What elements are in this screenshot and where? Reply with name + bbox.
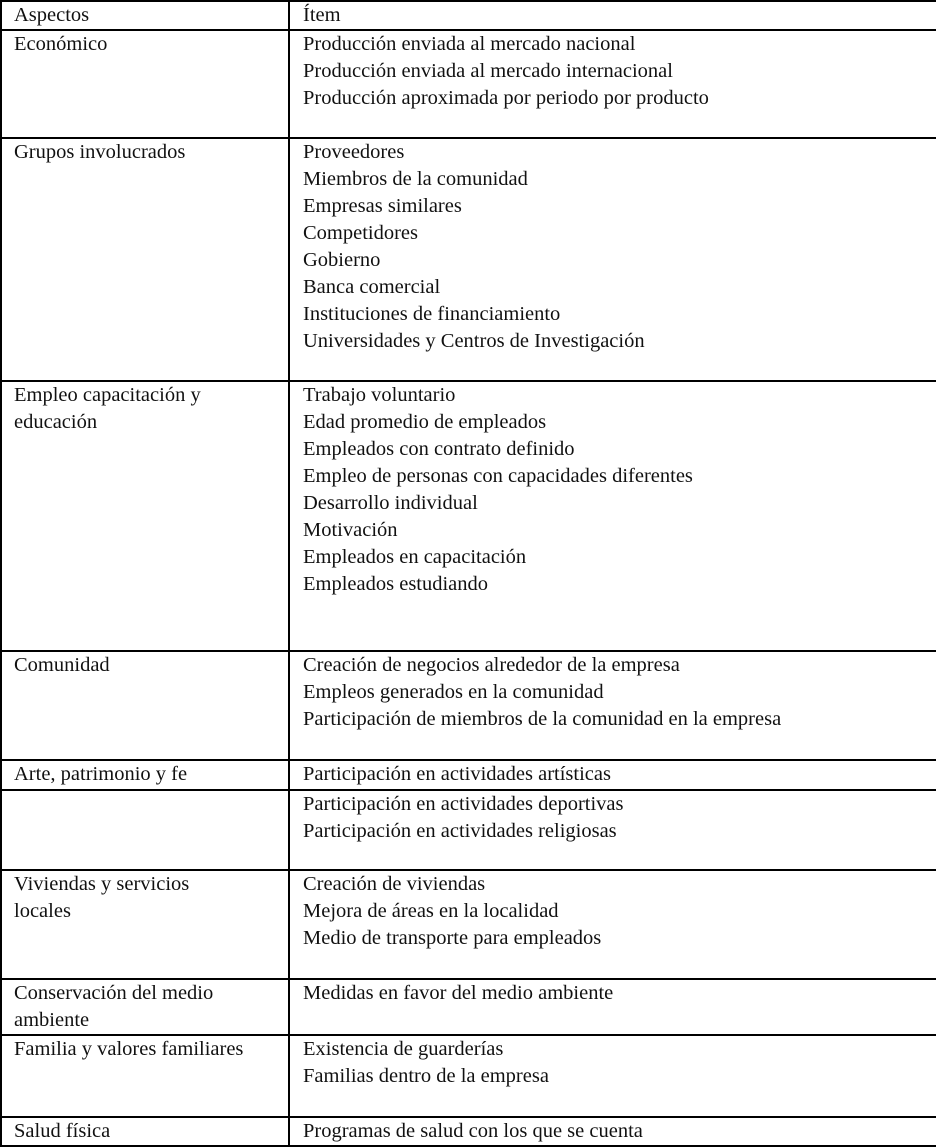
- item-text: Motivación: [303, 519, 398, 541]
- aspect-cell: [1, 138, 289, 381]
- item-text: Creación de viviendas: [303, 873, 486, 895]
- table-row: [1, 1035, 936, 1117]
- item-text: Programas de salud con los que se cuenta: [303, 1120, 643, 1142]
- item-text: Empleos generados en la comunidad: [303, 681, 604, 703]
- item-text: Creación de negocios alrededor de la empresa: [303, 654, 680, 676]
- item-text: Empleados en capacitación: [303, 546, 527, 568]
- item-text: Participación en actividades religiosas: [303, 820, 617, 842]
- aspect-label: Grupos involucrados: [14, 141, 186, 163]
- table-row: [1, 651, 936, 760]
- aspect-label: Económico: [14, 33, 108, 55]
- aspect-label: Comunidad: [14, 654, 110, 676]
- item-text: Proveedores: [303, 141, 405, 163]
- items-cell: [289, 381, 936, 651]
- aspect-label: ambiente: [14, 1009, 90, 1031]
- item-text: Banca comercial: [303, 276, 441, 298]
- item-text: Desarrollo individual: [303, 492, 478, 514]
- aspect-label: Familia y valores familiares: [14, 1038, 244, 1060]
- items-cell: [289, 138, 936, 381]
- item-text: Empresas similares: [303, 195, 462, 217]
- aspect-cell: [1, 979, 289, 1035]
- items-cell: [289, 1035, 936, 1117]
- aspect-cell-empty: [1, 790, 289, 870]
- item-text: Competidores: [303, 222, 419, 244]
- aspect-label: Viviendas y servicios: [14, 873, 190, 895]
- item-text: Empleo de personas con capacidades diferentes: [303, 465, 693, 487]
- items-cell: [289, 979, 936, 1035]
- items-cell: [289, 870, 936, 979]
- items-cell: [289, 790, 936, 870]
- item-text: Empleados estudiando: [303, 573, 489, 595]
- item-text: Instituciones de financiamiento: [303, 303, 561, 325]
- item-text: Producción aproximada por periodo por producto: [303, 87, 709, 109]
- aspect-cell: [1, 760, 289, 790]
- aspect-label: Empleo capacitación y: [14, 384, 201, 406]
- items-cell: [289, 1117, 936, 1146]
- aspect-label: educación: [14, 411, 98, 433]
- table-row: [1, 760, 936, 790]
- item-text: Empleados con contrato definido: [303, 438, 575, 460]
- item-text: Medidas en favor del medio ambiente: [303, 982, 614, 1004]
- header-label: Aspectos: [14, 4, 90, 26]
- table-header-row: [1, 1, 936, 30]
- item-text: Medio de transporte para empleados: [303, 927, 602, 949]
- item-text: Familias dentro de la empresa: [303, 1065, 549, 1087]
- table-row-continuation: [1, 790, 936, 870]
- aspect-cell: [1, 1035, 289, 1117]
- table-row: [1, 979, 936, 1035]
- table-row: [1, 381, 936, 651]
- item-text: Trabajo voluntario: [303, 384, 456, 406]
- header-aspectos: [1, 1, 289, 30]
- table-row: [1, 870, 936, 979]
- items-cell: [289, 760, 936, 790]
- header-item: [289, 1, 936, 30]
- item-text: Miembros de la comunidad: [303, 168, 528, 190]
- aspect-label: Conservación del medio: [14, 982, 214, 1004]
- aspect-cell: [1, 870, 289, 979]
- item-text: Producción enviada al mercado internacional: [303, 60, 673, 82]
- item-text: Universidades y Centros de Investigación: [303, 330, 645, 352]
- item-text: Participación en actividades deportivas: [303, 793, 624, 815]
- table-row: [1, 138, 936, 381]
- item-text: Mejora de áreas en la localidad: [303, 900, 559, 922]
- aspect-cell: [1, 651, 289, 760]
- aspect-cell: [1, 381, 289, 651]
- table-row: [1, 30, 936, 138]
- items-cell: [289, 30, 936, 138]
- item-text: Edad promedio de empleados: [303, 411, 547, 433]
- table-row: [1, 1117, 936, 1146]
- item-text: Producción enviada al mercado nacional: [303, 33, 636, 55]
- item-text: Existencia de guarderías: [303, 1038, 504, 1060]
- header-label: Ítem: [303, 4, 341, 26]
- aspect-cell: [1, 1117, 289, 1146]
- aspect-label: Salud física: [14, 1120, 111, 1142]
- aspect-cell: [1, 30, 289, 138]
- aspect-label: Arte, patrimonio y fe: [14, 763, 188, 785]
- item-text: Participación de miembros de la comunidad en la empresa: [303, 708, 782, 730]
- item-text: Participación en actividades artísticas: [303, 763, 611, 785]
- item-text: Gobierno: [303, 249, 381, 271]
- aspect-label: locales: [14, 900, 71, 922]
- items-cell: [289, 651, 936, 760]
